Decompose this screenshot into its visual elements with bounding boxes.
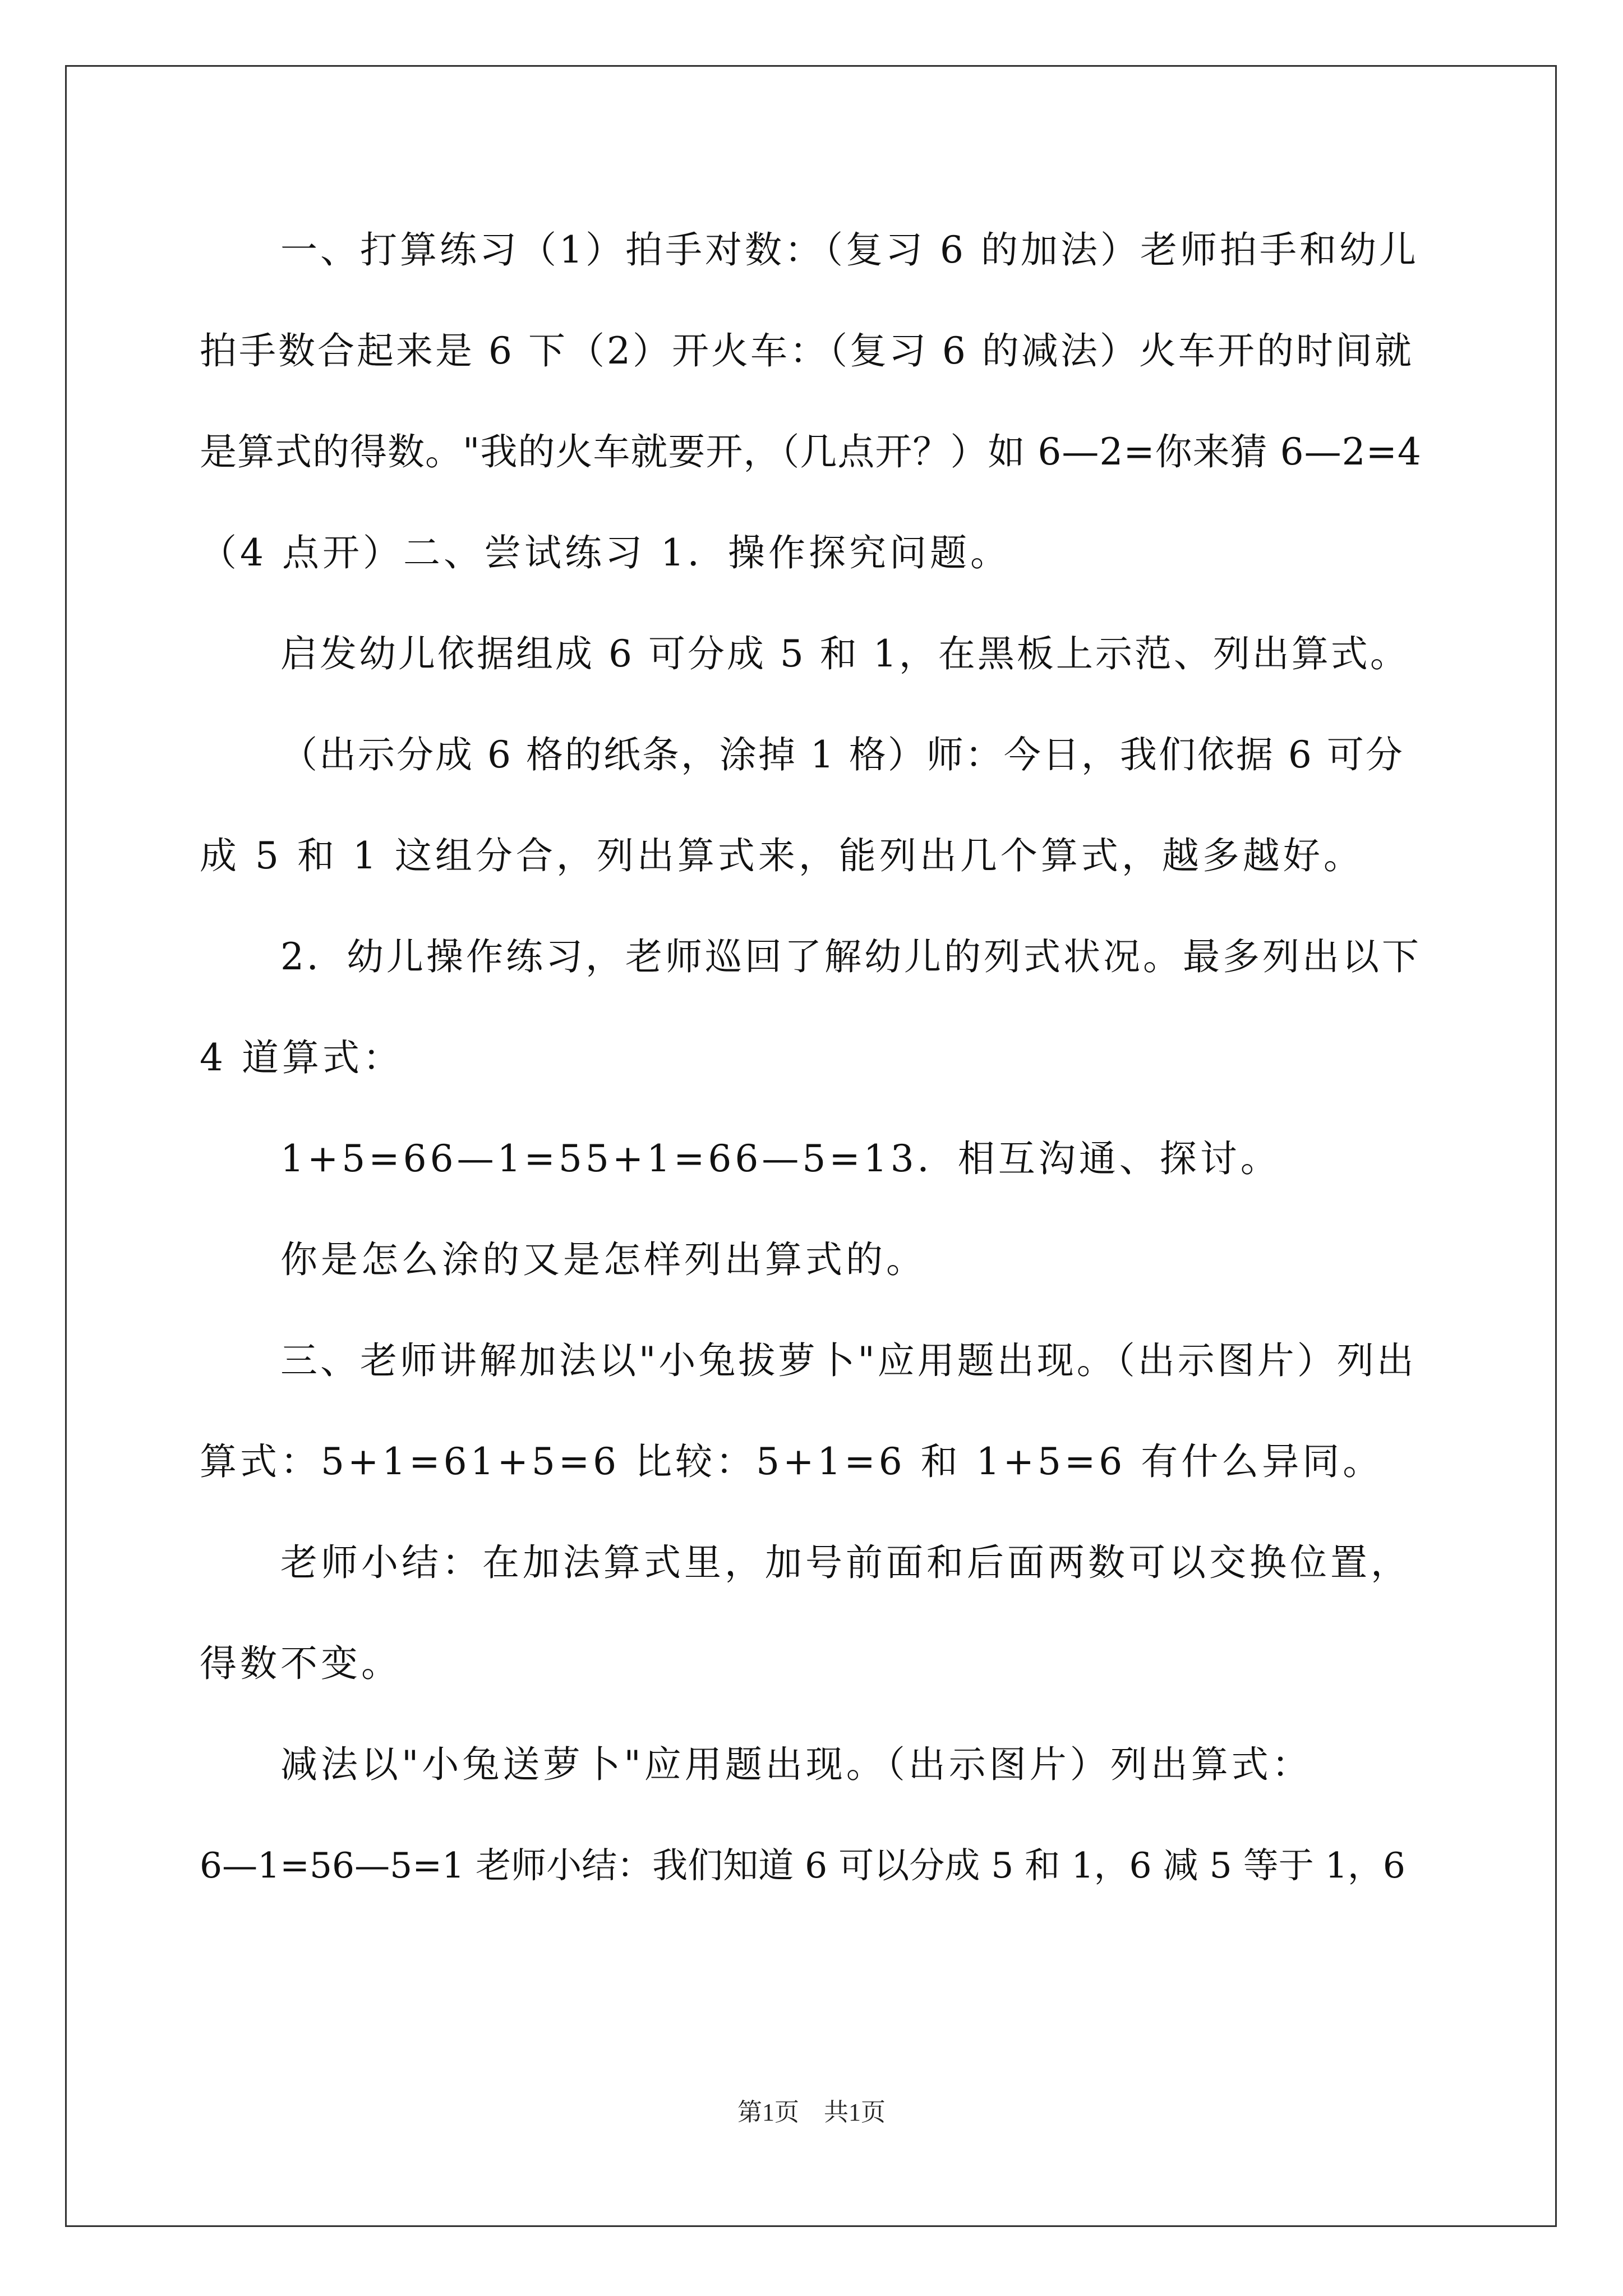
paragraph-line: 启发幼儿依据组成 6 可分成 5 和 1，在黑板上示范、列出算式。 bbox=[280, 632, 1409, 675]
paragraph-line: 成 5 和 1 这组分合，列出算式来，能列出几个算式，越多越好。 bbox=[200, 834, 1364, 877]
paragraph-line: （出示分成 6 格的纸条，涂掉 1 格）师：今日，我们依据 6 可分 bbox=[280, 733, 1404, 776]
paragraph-line: 1+5=66—1=55+1=66—5=13．相互沟通、探讨。 bbox=[280, 1137, 1281, 1180]
paragraph-line: 三、老师讲解加法以"小兔拔萝卜"应用题出现。（出示图片）列出 bbox=[280, 1339, 1417, 1382]
paragraph-line: 算式：5+1=61+5=6 比较：5+1=6 和 1+5=6 有什么异同。 bbox=[200, 1440, 1384, 1483]
paragraph-line: （4 点开）二、尝试练习 1．操作探究问题。 bbox=[200, 531, 1011, 574]
paragraph-line: 得数不变。 bbox=[200, 1642, 402, 1685]
paragraph-line: 一、打算练习（1）拍手对数：（复习 6 的加法）老师拍手和幼儿 bbox=[280, 228, 1419, 272]
paragraph-line: 你是怎么涂的又是怎样列出算式的。 bbox=[280, 1238, 926, 1281]
paragraph-line: 老师小结：在加法算式里，加号前面和后面两数可以交换位置， bbox=[280, 1541, 1411, 1584]
paragraph-line: 6—1=56—5=1 老师小结：我们知道 6 可以分成 5 和 1，6 减 5 等于 1，6 bbox=[200, 1845, 1405, 1886]
paragraph-line: 拍手数合起来是 6 下（2）开火车：（复习 6 的减法）火车开的时间就 bbox=[200, 329, 1414, 372]
paragraph-line: 减法以"小兔送萝卜"应用题出现。（出示图片）列出算式： bbox=[280, 1743, 1312, 1786]
page-footer: 第1页 共1页 bbox=[737, 2099, 886, 2126]
paragraph-line: 4 道算式： bbox=[200, 1036, 403, 1079]
paragraph-line: 是算式的得数。"我的火车就要开，（几点开？）如 6—2=你来猜 6—2=4 bbox=[200, 430, 1422, 473]
paragraph-line: 2．幼儿操作练习，老师巡回了解幼儿的列式状况。最多列出以下 bbox=[280, 935, 1422, 978]
